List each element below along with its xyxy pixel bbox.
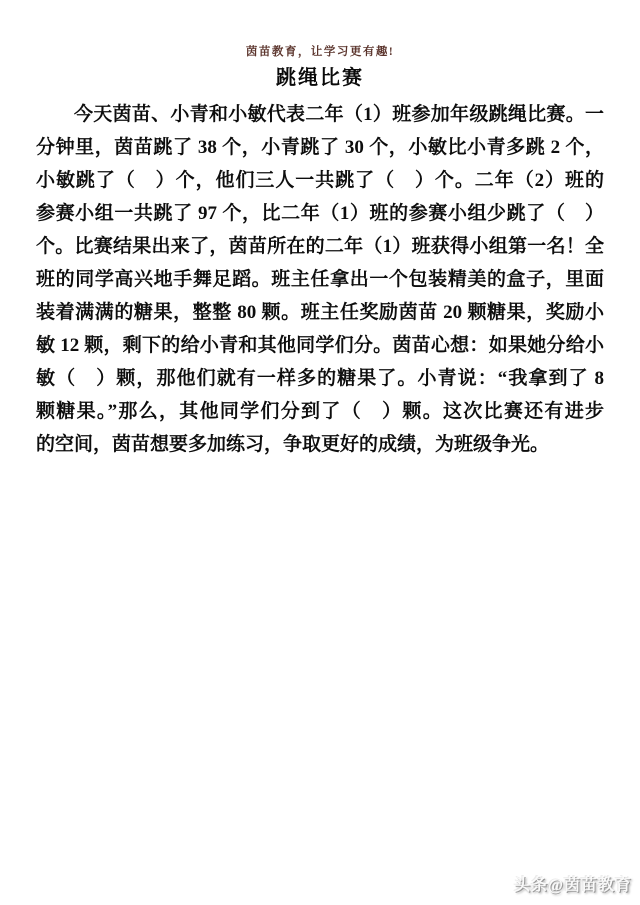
paragraph-line: 个。比赛结果出来了，茵苗所在的二年（1）班获得小组第一名！全 [36, 236, 604, 257]
paragraph-line: 参赛小组一共跳了 97 个，比二年（1）班的参赛小组少跳了（ ） [36, 203, 604, 224]
watermark-text: 头条@茵苗教育 [514, 877, 632, 894]
paragraph-line: 的空间，茵苗想要多加练习，争取更好的成绩，为班级争光。 [36, 434, 550, 455]
header-slogan: 茵苗教育，让学习更有趣! [245, 46, 395, 58]
paragraph-line: 敏（ ）颗，那他们就有一样多的糖果了。小青说：“我拿到了 8 [36, 368, 604, 389]
paragraph-line: 颗糖果。”那么，其他同学们分到了（ ）颗。这次比赛还有进步 [36, 401, 604, 422]
paragraph-line: 分钟里，茵苗跳了 38 个，小青跳了 30 个，小敏比小青多跳 2 个， [36, 137, 604, 158]
paragraph-line: 装着满满的糖果，整整 80 颗。班主任奖励茵苗 20 颗糖果，奖励小 [36, 302, 604, 323]
worksheet-paragraph [36, 98, 604, 461]
paragraph-line: 敏 12 颗，剩下的给小青和其他同学们分。茵苗心想：如果她分给小 [36, 335, 604, 356]
page-title: 跳绳比赛 [276, 67, 364, 89]
paragraph-line: 班的同学高兴地手舞足蹈。班主任拿出一个包装精美的盒子，里面 [36, 269, 604, 290]
paragraph-line: 小敏跳了（ ）个，他们三人一共跳了（ ）个。二年（2）班的 [36, 170, 604, 191]
paragraph-line: 今天茵苗、小青和小敏代表二年（1）班参加年级跳绳比赛。一 [74, 104, 604, 125]
